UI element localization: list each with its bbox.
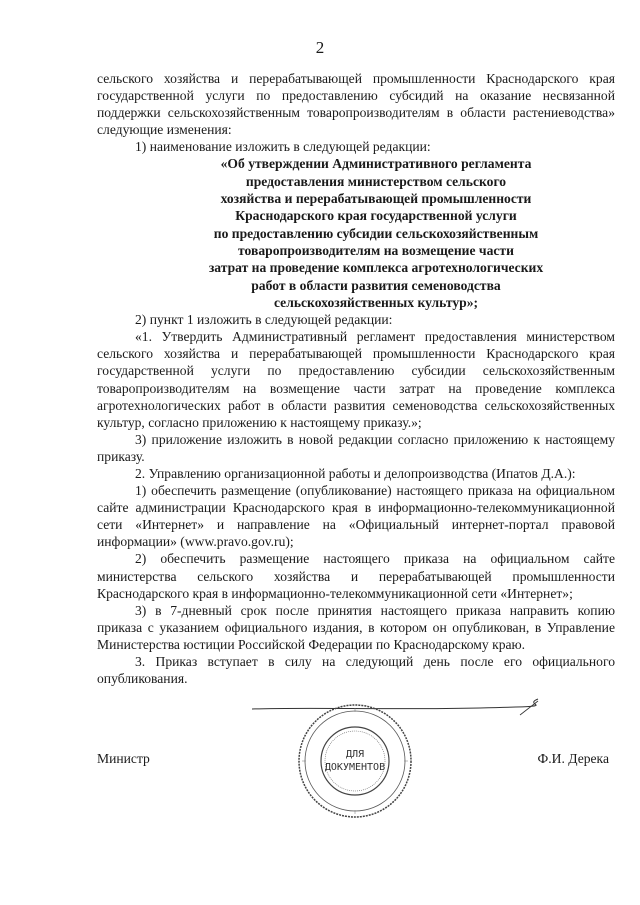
title-line: хозяйства и перерабатывающей промышленности bbox=[220, 191, 532, 207]
intro-paragraph: сельского хозяйства и перерабатывающей промышленности Краснодарского края государственной услуги по предоставлению субсидий на оказание несвязанной поддержки сельскохозяйственным товаропроизводителям в области растениеводства» следующие изменения: bbox=[97, 71, 615, 138]
item-2: 2) пункт 1 изложить в следующей редакции: bbox=[135, 312, 393, 328]
section-2: 2. Управлению организационной работы и делопроизводства (Ипатов Д.А.): bbox=[135, 465, 576, 481]
title-line: сельскохозяйственных культур»; bbox=[273, 294, 479, 310]
item-1: 1) наименование изложить в следующей редакции: bbox=[135, 139, 431, 155]
stamp-line-2: ДОКУМЕНТОВ bbox=[324, 762, 386, 773]
document-body bbox=[97, 70, 615, 687]
title-line: Краснодарского края государственной услуги bbox=[235, 208, 517, 224]
title-line: «Об утверждении Административного регламента bbox=[220, 156, 532, 172]
title-line: работ в области развития семеноводства bbox=[251, 277, 501, 293]
signature-name: Ф.И. Дерека bbox=[537, 751, 609, 766]
section-3: 3. Приказ вступает в силу на следующий день после его официального опубликования. bbox=[97, 654, 615, 687]
signature-position: Министр bbox=[97, 751, 150, 766]
item-3: 3) приложение изложить в новой редакции согласно приложению к настоящему приказу. bbox=[97, 431, 615, 464]
title-line: затрат на проведение комплекса агротехнологических bbox=[208, 260, 544, 276]
title-line: по предоставлению субсидии сельскохозяйственным bbox=[213, 225, 539, 241]
stamp-line-1: ДЛЯ bbox=[345, 749, 365, 760]
section-2-1: 1) обеспечить размещение (опубликование) настоящего приказа на официальном сайте администрации Краснодарского края в информационно-телекоммуникационной сети «Интернет» и направление на «Официальный интернет-портал правовой информации» (www.pravo.gov.ru); bbox=[97, 483, 615, 550]
new-title bbox=[97, 155, 615, 311]
title-line: предоставления министерством сельского bbox=[245, 173, 507, 189]
page-number: 2 bbox=[315, 38, 325, 57]
item-2-text: «1. Утвердить Административный регламент предоставления министерством сельского хозяйства и перерабатывающей промышленности Краснодарского края государственной услуги по предоставлению субсидии сельскохозяйственным товаропроизводителям на возмещение части затрат на проведение комплекса агротехнологических работ в области развития семеноводства сельскохозяйственных культур, согласно приложению к настоящему приказу.»; bbox=[97, 329, 615, 430]
stamp-seal bbox=[296, 702, 414, 820]
section-2-2: 2) обеспечить размещение настоящего приказа на официальном сайте министерства сельского хозяйства и перерабатывающей промышленности Краснодарского края в информационно-телекоммуникационной сети «Интернет»; bbox=[97, 551, 615, 601]
section-2-3: 3) в 7-дневный срок после принятия настоящего приказа направить копию приказа с указанием официального издания, в котором он опубликован, в Управление Министерства юстиции Российской Федерации по Краснодарскому краю. bbox=[97, 602, 615, 652]
title-line: товаропроизводителям на возмещение части bbox=[238, 242, 514, 258]
